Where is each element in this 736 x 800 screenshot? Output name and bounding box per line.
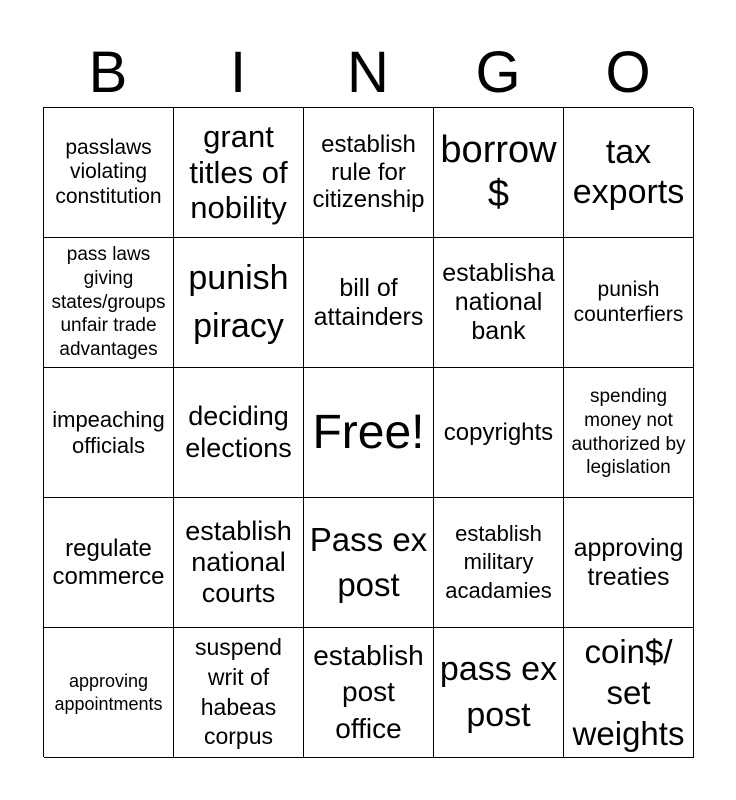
bingo-cell (304, 108, 434, 238)
cell-text: approving treaties (573, 533, 684, 591)
bingo-card-grid (43, 107, 693, 757)
bingo-cell (304, 628, 434, 758)
cell-text: establish national courts (185, 515, 292, 609)
cell-text: copyrights (443, 418, 554, 446)
bingo-cell (44, 238, 174, 368)
bingo-cell (564, 368, 694, 498)
cell-text: impeaching officials (52, 407, 165, 458)
bingo-cell (174, 108, 304, 238)
header-letter-b: B (88, 40, 128, 105)
bingo-cell (564, 238, 694, 368)
bingo-cell (564, 628, 694, 758)
cell-text: establish military acadamies (445, 520, 552, 603)
bingo-cell (44, 628, 174, 758)
cell-text: approving appointments (54, 671, 163, 714)
bingo-cell (44, 498, 174, 628)
free-space (304, 368, 434, 498)
bingo-cell (174, 628, 304, 758)
cell-text: spending money not authorized by legislation (571, 386, 686, 479)
cell-text: coin$/ set weights (572, 632, 685, 753)
bingo-cell (304, 238, 434, 368)
cell-text: Pass ex post (309, 520, 428, 603)
cell-text: pass laws giving states/groups unfair trade advantages (51, 244, 166, 361)
header-letter-i: I (229, 40, 247, 105)
bingo-cell (44, 108, 174, 238)
cell-text: establish rule for citizenship (312, 131, 425, 214)
bingo-cell (434, 238, 564, 368)
cell-text: pass ex post (439, 649, 558, 734)
bingo-cell (564, 108, 694, 238)
cell-text: deciding elections (185, 401, 292, 463)
cell-text: establisha national bank (442, 259, 555, 345)
cell-text: tax exports (572, 133, 685, 211)
bingo-cell (44, 368, 174, 498)
bingo-cell (174, 498, 304, 628)
cell-text: passlaws violating constitution (55, 136, 162, 208)
cell-text: regulate commerce (52, 534, 165, 590)
cell-text: borrow $ (440, 128, 557, 215)
cell-text: establish post office (313, 639, 424, 744)
bingo-cell (434, 368, 564, 498)
cell-text: suspend writ of habeas corpus (195, 633, 282, 750)
cell-text: punish counterfiers (573, 278, 684, 326)
bingo-cell (304, 498, 434, 628)
cell-text: grant titles of nobility (189, 119, 288, 226)
header-letter-o: O (605, 40, 651, 105)
cell-text: punish piracy (188, 258, 289, 345)
bingo-header (43, 40, 693, 106)
header-letter-n: N (347, 40, 389, 105)
bingo-cell (174, 238, 304, 368)
free-space-label: Free! (312, 405, 425, 459)
bingo-cell (434, 108, 564, 238)
header-letter-g: G (475, 40, 521, 105)
cell-text: bill of attainders (313, 273, 424, 331)
bingo-cell (564, 498, 694, 628)
bingo-cell (434, 498, 564, 628)
bingo-cell (174, 368, 304, 498)
bingo-cell (434, 628, 564, 758)
